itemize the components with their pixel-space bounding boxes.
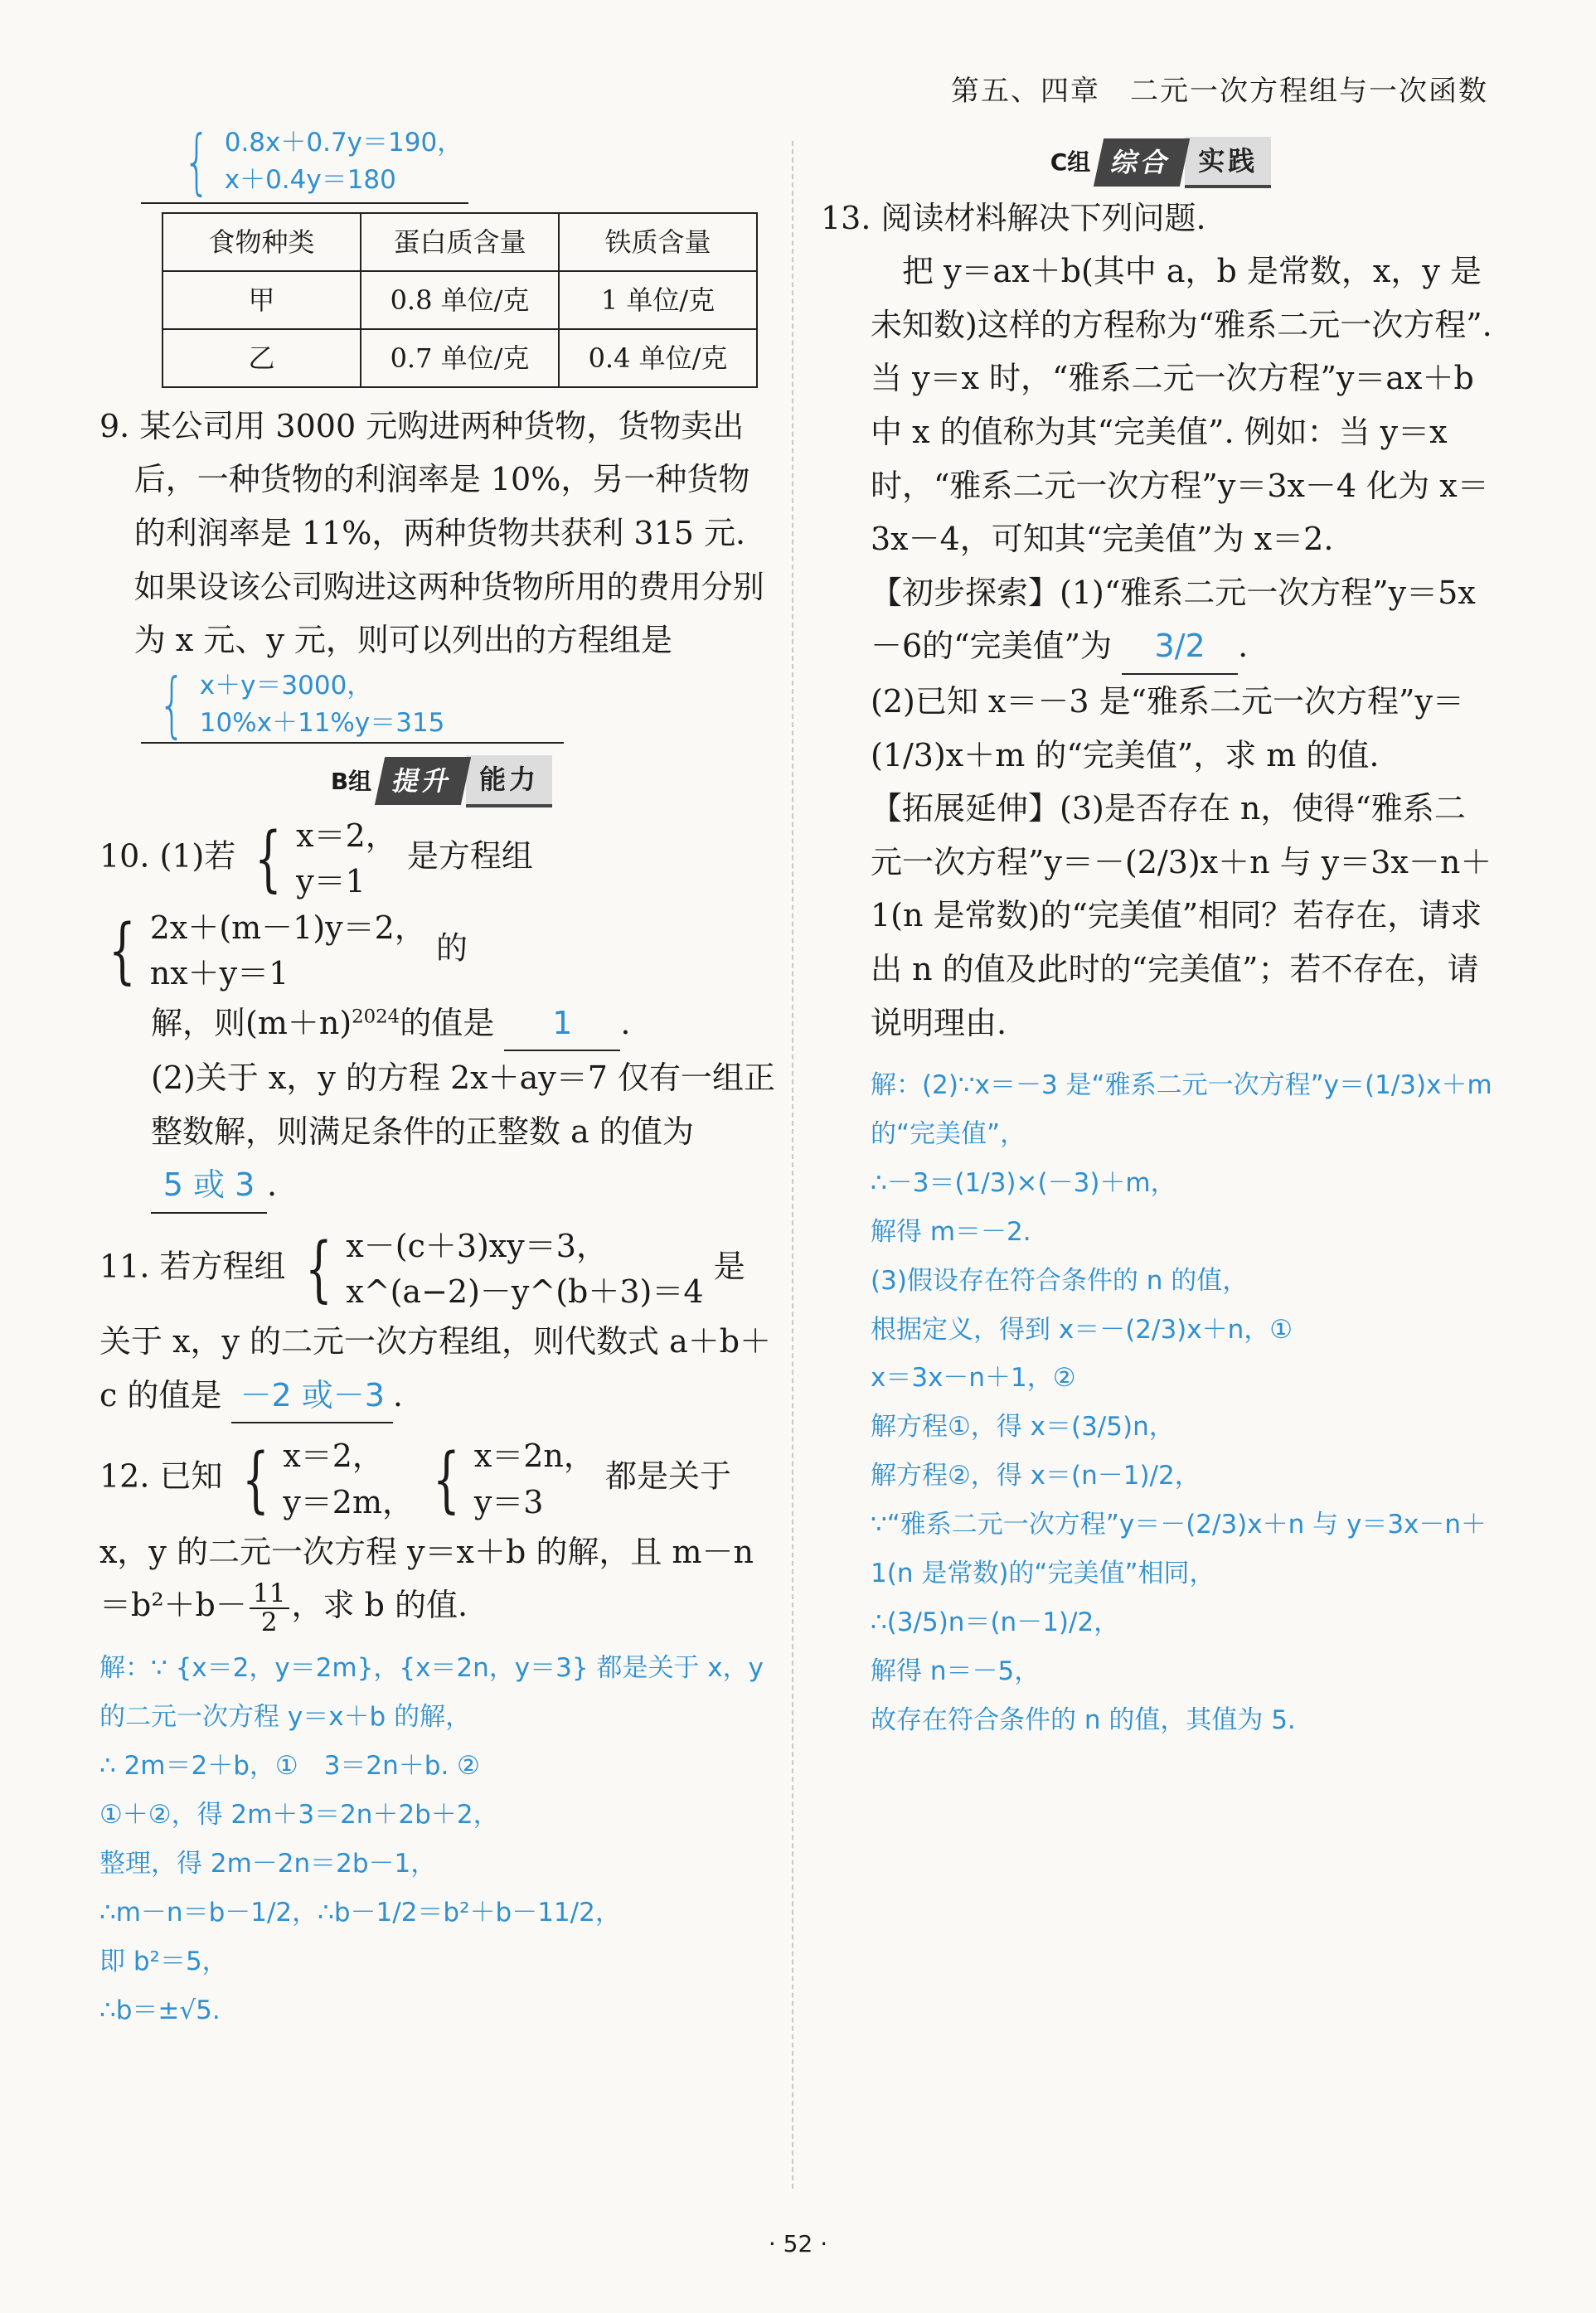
solution-line: ∴(3/5)n＝(n－1)/2， — [871, 1607, 1120, 1637]
q11: 11. 若方程组 { x－(c＋3)xy＝3， x^(a−2)－y^(b＋3)＝4 是关于 x，y 的二元一次方程组，则代数式 a＋b＋c 的值是 －2 或－3 . — [99, 1224, 775, 1423]
solution-line: 解：∵ {x＝2，y＝2m}，{x＝2n，y＝3} 都是关于 x，y 的二元一次方程 y＝x＋b 的解， — [99, 1653, 764, 1733]
left-column — [99, 119, 775, 2035]
solution-line: 解得 n＝－5， — [871, 1656, 1041, 1686]
table-row — [163, 329, 757, 387]
section-b-title2: 能力 — [466, 755, 552, 807]
table-header: 铁质含量 — [559, 213, 757, 271]
q10-sys2a: 2x＋(m－1)y＝2， — [149, 909, 426, 946]
q11-prefix: 11. 若方程组 — [99, 1248, 286, 1285]
section-c-title2: 实践 — [1185, 137, 1271, 188]
q12: 12. 已知 { x＝2， y＝2m， { x＝2n， y＝3 都是关于 x，y 的二元一次方程 y＝x＋b 的解，且 m－n＝b²＋b－ $\frac{11}{2}$ ，求 b 的值. 解：∵ {x＝2，y＝2m}，{x＝2n，y＝3} 都是关于 x，y 的二元一次方程 y＝x＋b 的解， ∴ 2m＝2＋b，① 3＝2n＋b. ② ①＋②，得 2m＋3＝2n＋2b＋2， 整理，得 2m－2n＝2b－1， ∴m－n＝b－1/2，∴b－1/2＝b²＋b－11/2， 即 b²＝5， ∴b＝±√5. — [99, 1433, 775, 2034]
table-cell: 0.4 单位/克 — [559, 329, 757, 387]
solution-line: ∴－3＝(1/3)×(－3)＋m， — [871, 1167, 1176, 1198]
solution-line: x＝3x－n＋1，② — [871, 1363, 1076, 1394]
q13-part2: (2)已知 x＝－3 是“雅系二元一次方程”y＝(1/3)x＋m 的“完美值”，求 m 的值. — [871, 682, 1464, 773]
q10-sys1a: x＝2， — [296, 817, 397, 855]
q10-prefix: 10. (1)若 — [99, 837, 236, 875]
q11-sysa: x－(c＋3)xy＝3， — [346, 1228, 608, 1265]
q13-part1-text: 【初步探索】(1)“雅系二元一次方程”y＝5x－6的“完美值”为 — [871, 574, 1476, 665]
solution-line: 解得 m＝－2. — [871, 1216, 1031, 1247]
q10-exponent: 2024 — [352, 1006, 400, 1028]
q12-s2a: x＝2n， — [473, 1438, 595, 1475]
section-c-badge — [821, 133, 1492, 187]
q8-eq2: x＋0.4y＝180 — [224, 164, 396, 195]
solution-line: 整理，得 2m－2n＝2b－1， — [99, 1848, 437, 1879]
q10-line2: 解，则(m＋n) — [151, 1004, 352, 1041]
table-cell: 1 单位/克 — [559, 271, 757, 329]
q13-solution — [821, 1061, 1492, 1744]
q8-table — [162, 212, 758, 388]
solution-line: ∴ 2m＝2＋b，① 3＝2n＋b. ② — [99, 1751, 480, 1782]
q12-tail: ，求 b 的值. — [291, 1587, 468, 1624]
solution-line: ∴b＝±√5. — [99, 1995, 221, 2025]
q12-frac-den: 2 — [260, 1607, 278, 1637]
section-b-title1: 提升 — [375, 757, 471, 805]
q10-post: 的 — [435, 929, 468, 967]
table-cell: 乙 — [163, 329, 361, 387]
table-header: 食物种类 — [163, 213, 361, 271]
section-c-title1: 综合 — [1094, 138, 1190, 187]
q13-title: 13. 阅读材料解决下列问题. — [821, 199, 1206, 236]
solution-line: 根据定义，得到 x＝－(2/3)x＋n，① — [871, 1314, 1293, 1345]
q10-part2: (2)关于 x，y 的方程 2x＋ay＝7 仅有一组正整数解，则满足条件的正整数 a 的值为 — [151, 1060, 775, 1150]
q10-answer2: 5 或 3 — [151, 1158, 267, 1214]
solution-line: 解方程①，得 x＝(3/5)n， — [871, 1412, 1175, 1443]
q13-part3: 【拓展延伸】(3)是否存在 n，使得“雅系二元一次方程”y＝－(2/3)x＋n 与 y＝3x－n＋1(n 是常数)的“完美值”相同？若存在，请求出 n 的值及此时的“完美值”；若不存在，请说明理由. — [871, 790, 1492, 1041]
solution-line: ①＋②，得 2m＋3＝2n＋2b＋2， — [99, 1800, 499, 1831]
q8-answer-system: { 0.8x＋0.7y＝190， x＋0.4y＝180 — [182, 119, 463, 203]
solution-line: 即 b²＝5， — [99, 1946, 228, 1976]
table-cell: 0.7 单位/克 — [361, 329, 559, 387]
q8-eq1: 0.8x＋0.7y＝190， — [224, 128, 463, 158]
table-cell: 0.8 单位/克 — [361, 271, 559, 329]
q10-answer1: 1 — [504, 996, 620, 1052]
solution-line: ∴m－n＝b－1/2，∴b－1/2＝b²＋b－11/2， — [99, 1897, 621, 1928]
q12-s1a: x＝2， — [283, 1438, 384, 1475]
q9-eq2: 10%x＋11%y＝315 — [199, 707, 445, 738]
q9-text: 9. 某公司用 3000 元购进两种货物，货物卖出后，一种货物的利润率是 10%，另一种货物的利润率是 11%，两种货物共获利 315 元. 如果设该公司购进这两种货物所用的费用分别为 x 元、y 元，则可以列出的方程组是 — [99, 407, 764, 659]
q10-mid: 是方程组 — [406, 837, 533, 875]
solution-line: 解：(2)∵x＝－3 是“雅系二元一次方程”y＝(1/3)x＋m 的“完美值”， — [871, 1070, 1492, 1149]
q10-sys1b: y＝1 — [296, 863, 366, 900]
q9-underline — [141, 742, 564, 744]
q11-post: 是关于 x，y 的二元一次方程组，则代数式 a＋b＋c 的值是 — [99, 1248, 772, 1414]
q12-post: 都是关于 x，y 的二元一次方程 y＝x＋b 的解，且 m－n＝b²＋b－ — [99, 1458, 754, 1624]
section-b-badge — [99, 752, 775, 806]
section-b-group: B组 — [330, 767, 372, 795]
solution-line: 故存在符合条件的 n 的值，其值为 5. — [871, 1704, 1296, 1735]
right-column — [821, 133, 1492, 1745]
q11-sysb: x^(a−2)－y^(b＋3)＝4 — [346, 1273, 704, 1311]
solution-line: ∵“雅系二元一次方程”y＝－(2/3)x＋n 与 y＝3x－n＋1(n 是常数)的“完美值”相同， — [871, 1510, 1487, 1588]
q9-eq1: x＋y＝3000， — [199, 670, 373, 701]
solution-line: (3)假设存在符合条件的 n 的值， — [871, 1265, 1249, 1296]
q11-answer: －2 或－3 — [231, 1369, 392, 1424]
q12-prefix: 12. 已知 — [99, 1458, 223, 1496]
q10-sys2b: nx＋y＝1 — [149, 954, 289, 992]
q13-answer1: 3/2 — [1122, 619, 1238, 675]
q13-part1: 【初步探索】(1)“雅系二元一次方程”y＝5x－6的“完美值”为 3/2 . — [821, 566, 1492, 675]
table-row — [163, 271, 757, 329]
table-header: 蛋白质含量 — [361, 213, 559, 271]
page-header: 第五、四章 二元一次方程组与一次函数 — [951, 75, 1488, 108]
q10-line2b: 的值是 — [400, 1004, 495, 1041]
page-number: · 52 · — [768, 2230, 828, 2257]
q12-s1b: y＝2m， — [283, 1483, 415, 1520]
q13-material: 把 y＝ax＋b(其中 a，b 是常数，x，y 是未知数)这样的方程称为“雅系二元一次方程”. 当 y＝x 时，“雅系二元一次方程”y＝ax＋b 中 x 的值称为其“完美值”. 例如：当 y＝x 时，“雅系二元一次方程”y＝3x－4 化为 x＝3x－4，可知其“完美值”为 x＝2. — [871, 253, 1492, 558]
q10: 10. (1)若 { x＝2， y＝1 是方程组 { 2x＋(m－1)y＝2， nx＋y＝1 的 解，则$(m+n)^{2024}$的值是 1 . (2)关于 x，y 的方程 2x＋ay＝7 仅有一组正整数解，则满足条件的正整数 a 的值为 5 或 3 . — [99, 813, 775, 1214]
q12-solution — [99, 1644, 775, 2034]
solution-line: 解方程②，得 x＝(n－1)/2， — [871, 1461, 1201, 1491]
section-c-group: C组 — [1050, 148, 1091, 176]
q12-s2b: y＝3 — [473, 1483, 544, 1520]
q12-frac-num: 11 — [250, 1580, 289, 1609]
q9-answer-system: { x＋y＝3000， 10%x＋11%y＝315 — [158, 662, 445, 746]
table-cell: 甲 — [163, 271, 361, 329]
table-header-row — [163, 213, 757, 271]
column-divider — [792, 141, 793, 2189]
